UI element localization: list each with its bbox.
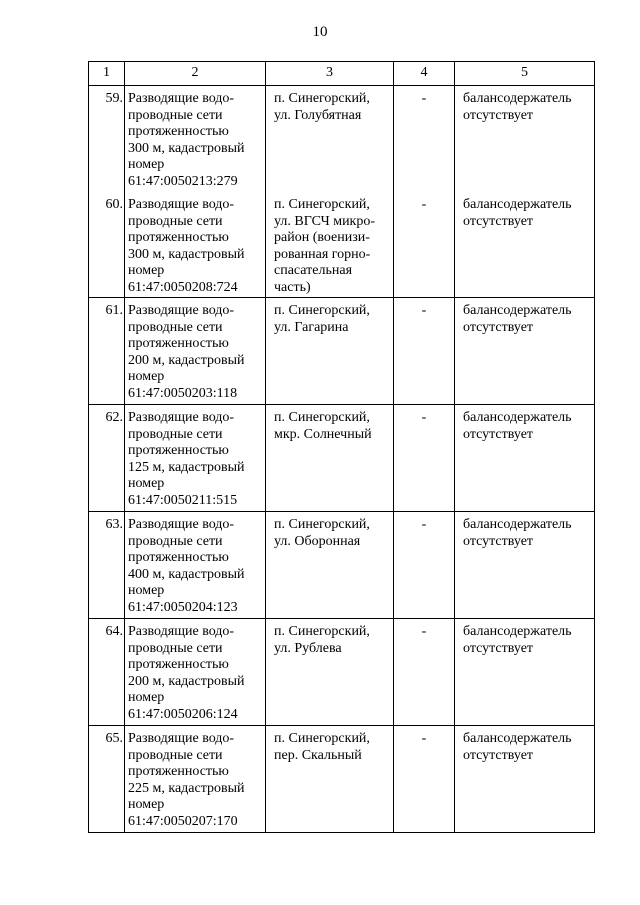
address-line: п. Синегорский,	[274, 624, 370, 639]
name-line: проводные сети	[128, 426, 223, 442]
address-line: п. Синегорский,	[274, 197, 370, 212]
table-row	[89, 619, 595, 726]
object-name	[125, 405, 266, 512]
name-line: номер	[128, 263, 165, 278]
address-line: рованная горно-	[274, 246, 371, 262]
object-address	[266, 512, 394, 619]
name-line: номер	[128, 369, 165, 384]
header-cell-2: 2	[125, 62, 266, 86]
object-address	[266, 192, 394, 298]
address-line: п. Синегорский,	[274, 517, 370, 532]
name-line: номер	[128, 476, 165, 491]
holder-line: балансодержатель	[463, 303, 572, 318]
row-number: 60.	[89, 192, 125, 298]
balance-holder	[455, 86, 595, 193]
holder-line: отсутствует	[463, 107, 534, 123]
row-number: 59.	[89, 86, 125, 193]
holder-line: отсутствует	[463, 319, 534, 335]
balance-holder	[455, 726, 595, 833]
object-name	[125, 192, 266, 298]
column-4-value: -	[394, 298, 455, 405]
object-address	[266, 619, 394, 726]
holder-line: отсутствует	[463, 533, 534, 549]
object-name	[125, 726, 266, 833]
table-row	[89, 405, 595, 512]
holder-line: отсутствует	[463, 213, 534, 229]
balance-holder	[455, 405, 595, 512]
object-address	[266, 298, 394, 405]
address-line: район (военизи-	[274, 230, 370, 245]
name-line: 61:47:0050203:118	[128, 385, 238, 401]
name-line: протяженностью	[128, 657, 229, 672]
name-line: 61:47:0050207:170	[128, 813, 238, 829]
object-address	[266, 726, 394, 833]
header-cell-3: 3	[266, 62, 394, 86]
name-line: 61:47:0050211:515	[128, 492, 238, 508]
row-number: 61.	[89, 298, 125, 405]
address-line: часть)	[274, 279, 311, 295]
address-line: ул. Гагарина	[274, 319, 349, 335]
name-line: проводные сети	[128, 319, 223, 335]
name-line: протяженностью	[128, 336, 229, 351]
name-line: 125 м, кадастровый	[128, 459, 245, 475]
row-number: 64.	[89, 619, 125, 726]
balance-holder	[455, 512, 595, 619]
name-line: Разводящие водо-	[128, 91, 235, 106]
address-line: ул. Рублева	[274, 640, 342, 656]
address-line: п. Синегорский,	[274, 410, 370, 425]
balance-holder	[455, 619, 595, 726]
holder-line: балансодержатель	[463, 197, 572, 212]
name-line: проводные сети	[128, 640, 223, 656]
header-cell-1: 1	[89, 62, 125, 86]
object-name	[125, 86, 266, 193]
column-4-value: -	[394, 512, 455, 619]
name-line: Разводящие водо-	[128, 197, 235, 212]
name-line: проводные сети	[128, 107, 223, 123]
holder-line: балансодержатель	[463, 91, 572, 106]
name-line: 225 м, кадастровый	[128, 780, 245, 796]
name-line: проводные сети	[128, 533, 223, 549]
name-line: 61:47:0050204:123	[128, 599, 238, 615]
header-cell-4: 4	[394, 62, 455, 86]
table-row	[89, 512, 595, 619]
name-line: 300 м, кадастровый	[128, 140, 245, 156]
address-line: ул. Оборонная	[274, 533, 361, 549]
column-4-value: -	[394, 405, 455, 512]
address-line: п. Синегорский,	[274, 303, 370, 318]
name-line: Разводящие водо-	[128, 517, 235, 532]
name-line: проводные сети	[128, 213, 223, 229]
name-line: Разводящие водо-	[128, 731, 235, 746]
object-address	[266, 86, 394, 193]
address-line: п. Синегорский,	[274, 731, 370, 746]
address-line: ул. ВГСЧ микро-	[274, 213, 376, 229]
row-number: 62.	[89, 405, 125, 512]
header-row	[89, 62, 595, 86]
holder-line: отсутствует	[463, 426, 534, 442]
row-number: 65.	[89, 726, 125, 833]
object-name	[125, 619, 266, 726]
name-line: проводные сети	[128, 747, 223, 763]
address-line: п. Синегорский,	[274, 91, 370, 106]
name-line: протяженностью	[128, 550, 229, 565]
name-line: 300 м, кадастровый	[128, 246, 245, 262]
name-line: 61:47:0050206:124	[128, 706, 238, 722]
balance-holder	[455, 192, 595, 298]
name-line: протяженностью	[128, 230, 229, 245]
name-line: 61:47:0050213:279	[128, 173, 238, 189]
name-line: номер	[128, 797, 165, 812]
column-4-value: -	[394, 86, 455, 193]
name-line: 200 м, кадастровый	[128, 673, 245, 689]
holder-line: балансодержатель	[463, 624, 572, 639]
page-number: 10	[312, 24, 328, 40]
name-line: номер	[128, 690, 165, 705]
holder-line: балансодержатель	[463, 731, 572, 746]
object-name	[125, 298, 266, 405]
table-row	[89, 192, 595, 298]
name-line: протяженностью	[128, 764, 229, 779]
table-row	[89, 726, 595, 833]
address-line: мкр. Солнечный	[274, 426, 372, 442]
object-name	[125, 512, 266, 619]
address-line: ул. Голубятная	[274, 107, 362, 123]
name-line: протяженностью	[128, 124, 229, 139]
holder-line: балансодержатель	[463, 410, 572, 425]
name-line: Разводящие водо-	[128, 303, 235, 318]
name-line: номер	[128, 157, 165, 172]
name-line: 200 м, кадастровый	[128, 352, 245, 368]
header-cell-5: 5	[455, 62, 595, 86]
name-line: номер	[128, 583, 165, 598]
name-line: протяженностью	[128, 443, 229, 458]
column-4-value: -	[394, 619, 455, 726]
object-address	[266, 405, 394, 512]
address-line: пер. Скальный	[274, 747, 362, 763]
holder-line: балансодержатель	[463, 517, 572, 532]
column-4-value: -	[394, 726, 455, 833]
table-row	[89, 298, 595, 405]
name-line: Разводящие водо-	[128, 624, 235, 639]
table-row	[89, 86, 595, 193]
holder-line: отсутствует	[463, 640, 534, 656]
row-number: 63.	[89, 512, 125, 619]
name-line: 400 м, кадастровый	[128, 566, 245, 582]
holder-line: отсутствует	[463, 747, 534, 763]
column-4-value: -	[394, 192, 455, 298]
balance-holder	[455, 298, 595, 405]
registry-table	[88, 61, 595, 833]
name-line: Разводящие водо-	[128, 410, 235, 425]
name-line: 61:47:0050208:724	[128, 279, 238, 295]
address-line: спасательная	[274, 263, 353, 278]
